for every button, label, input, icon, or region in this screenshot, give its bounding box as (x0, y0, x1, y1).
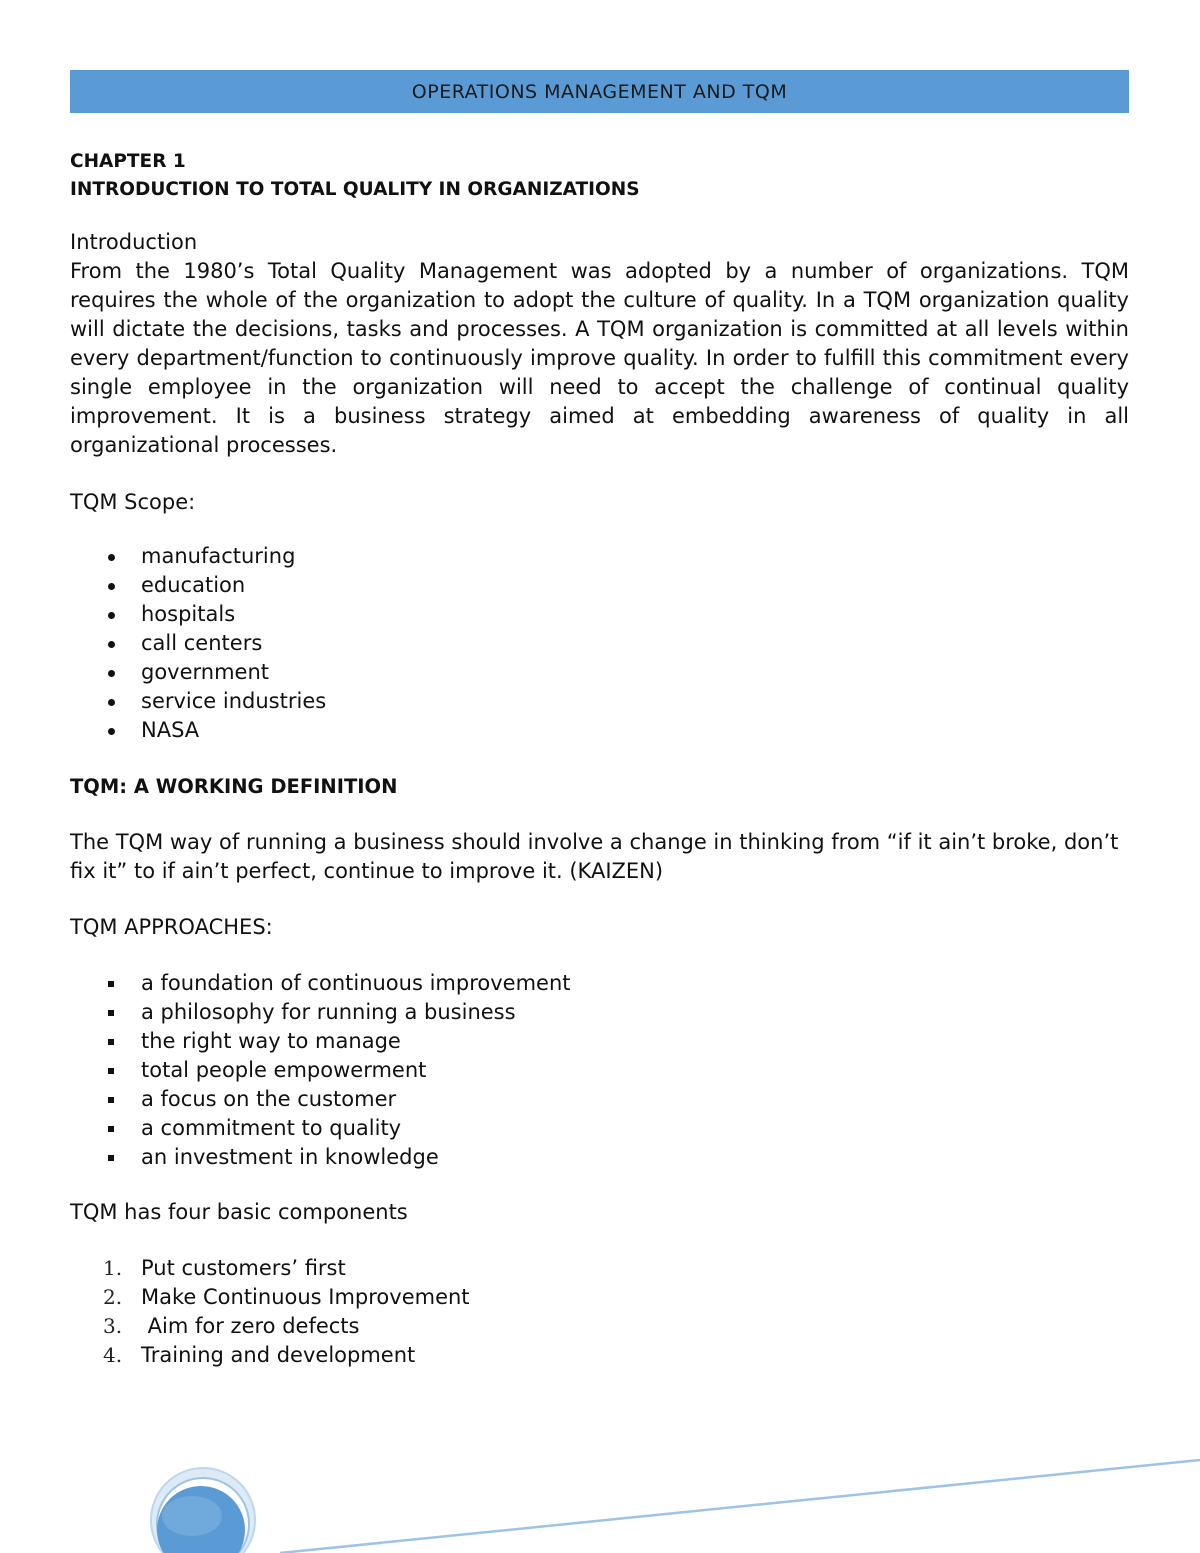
footer-line (280, 1460, 1200, 1553)
scope-item-label: education (141, 573, 246, 597)
bullet-icon (108, 554, 115, 561)
bullet-icon (108, 670, 115, 677)
chapter-title: INTRODUCTION TO TOTAL QUALITY IN ORGANIZATIONS (70, 179, 640, 200)
list-item (70, 1027, 1129, 1056)
square-bullet-icon (108, 1126, 114, 1132)
list-item (70, 1085, 1129, 1114)
bullet-icon (108, 612, 115, 619)
chapter-heading (70, 148, 1129, 204)
list-item (70, 1283, 1129, 1312)
approaches-heading: TQM APPROACHES: (70, 915, 273, 939)
scope-item-label: manufacturing (141, 544, 296, 568)
scope-item-label: hospitals (141, 602, 236, 626)
list-item (70, 658, 1129, 687)
scope-heading: TQM Scope: (70, 490, 196, 514)
component-item-label: Training and development (141, 1343, 416, 1367)
header-band (70, 70, 1129, 113)
list-item (70, 600, 1129, 629)
introduction-heading: Introduction (70, 230, 198, 254)
list-number: 1. (103, 1256, 123, 1280)
bullet-icon (108, 699, 115, 706)
list-item (70, 629, 1129, 658)
scope-list (70, 542, 1129, 745)
approach-item-label: an investment in knowledge (141, 1145, 439, 1169)
document-body (70, 148, 1129, 1370)
list-item (70, 1143, 1129, 1172)
square-bullet-icon (108, 1039, 114, 1045)
list-item (70, 969, 1129, 998)
list-item (70, 1312, 1129, 1341)
approach-item-label: a commitment to quality (141, 1116, 402, 1140)
chapter-number: CHAPTER 1 (70, 151, 186, 172)
scope-item-label: call centers (141, 631, 263, 655)
components-heading: TQM has four basic components (70, 1200, 408, 1224)
list-item (70, 1341, 1129, 1370)
approaches-list (70, 969, 1129, 1172)
list-item (70, 687, 1129, 716)
component-item-label: Aim for zero defects (141, 1314, 360, 1338)
approach-item-label: total people empowerment (141, 1058, 427, 1082)
square-bullet-icon (108, 1155, 114, 1161)
square-bullet-icon (108, 1097, 114, 1103)
scope-item-label: government (141, 660, 270, 684)
scope-item-label: service industries (141, 689, 327, 713)
scope-item-label: NASA (141, 718, 200, 742)
list-number: 3. (103, 1314, 123, 1338)
approach-item-label: the right way to manage (141, 1029, 401, 1053)
component-item-label: Make Continuous Improvement (141, 1285, 470, 1309)
bullet-icon (108, 728, 115, 735)
approach-item-label: a focus on the customer (141, 1087, 397, 1111)
square-bullet-icon (108, 1068, 114, 1074)
list-item (70, 542, 1129, 571)
list-number: 4. (103, 1343, 123, 1367)
list-item (70, 716, 1129, 745)
list-item (70, 998, 1129, 1027)
list-item (70, 1056, 1129, 1085)
definition-paragraph: The TQM way of running a business should involve a change in thinking from “if it ain’t broke, don’t fix it” to if ain’t perfect, continue to improve it. (KAIZEN) (70, 830, 1119, 883)
list-item (70, 571, 1129, 600)
definition-heading: TQM: A WORKING DEFINITION (70, 775, 398, 798)
component-item-label: Put customers’ first (141, 1256, 346, 1280)
footer-decoration (0, 1440, 1200, 1553)
approach-item-label: a philosophy for running a business (141, 1000, 516, 1024)
square-bullet-icon (108, 1010, 114, 1016)
footer-highlight-icon (162, 1496, 222, 1536)
list-item (70, 1254, 1129, 1283)
introduction-paragraph: From the 1980’s Total Quality Management was adopted by a number of organizations. TQM requires the whole of the organization to adopt the culture of quality. In a TQM organization quality will dictate the decisions, tasks and processes. A TQM organization is committed at all levels within every department/function to continuously improve quality. In order to fulfill this commitment every single employee in the organization will need to accept the challenge of continual quality improvement. It is a business strategy aimed at embedding awareness of quality in all organizational processes. (70, 259, 1129, 457)
list-item (70, 1114, 1129, 1143)
header-title: OPERATIONS MANAGEMENT AND TQM (411, 80, 788, 103)
components-list (70, 1254, 1129, 1370)
approach-item-label: a foundation of continuous improvement (141, 971, 571, 995)
square-bullet-icon (108, 981, 114, 987)
bullet-icon (108, 641, 115, 648)
list-number: 2. (103, 1285, 123, 1309)
bullet-icon (108, 583, 115, 590)
